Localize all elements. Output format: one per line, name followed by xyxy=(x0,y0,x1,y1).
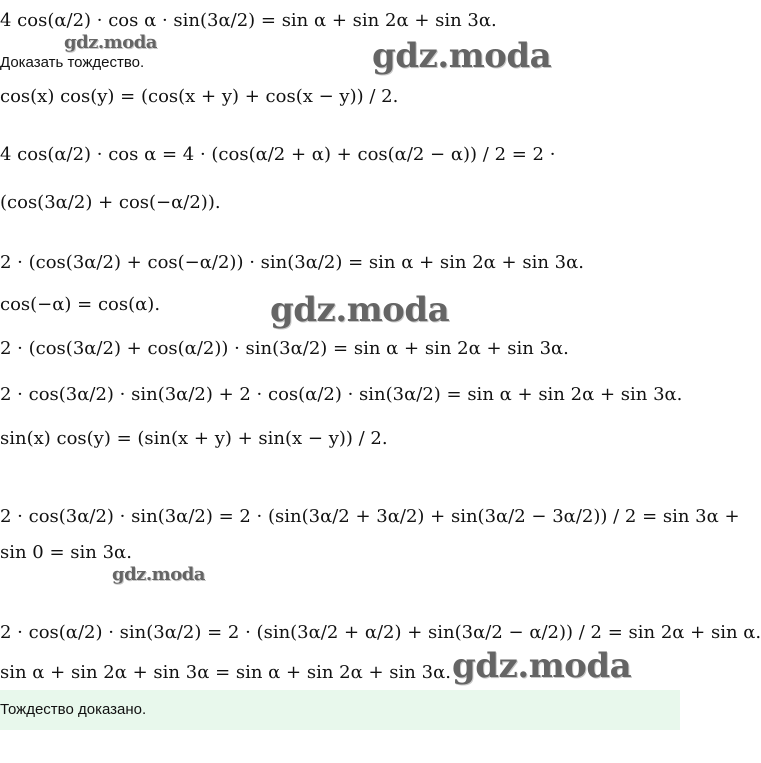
watermark: gdz.moda xyxy=(372,36,552,76)
formula-line: 2 · cos(3α/2) · sin(3α/2) + 2 · cos(α/2) · sin(3α/2) = sin α + sin 2α + sin 3α. xyxy=(0,384,683,405)
formula-line: 4 cos(α/2) · cos α = 4 · (cos(α/2 + α) + cos(α/2 − α)) / 2 = 2 · xyxy=(0,144,556,165)
formula-line: cos(−α) = cos(α). xyxy=(0,294,161,315)
watermark: gdz.moda xyxy=(270,290,450,330)
formula-line: 2 · cos(3α/2) · sin(3α/2) = 2 · (sin(3α/2 + 3α/2) + sin(3α/2 − 3α/2)) / 2 = sin 3α + xyxy=(0,506,740,527)
problem-statement: 4 cos(α/2) · cos α · sin(3α/2) = sin α + sin 2α + sin 3α. xyxy=(0,10,497,31)
watermark: gdz.moda xyxy=(64,32,157,53)
prove-label: Доказать тождество. xyxy=(0,54,145,71)
conclusion-box xyxy=(0,690,680,730)
formula-line: sin α + sin 2α + sin 3α = sin α + sin 2α + sin 3α. xyxy=(0,662,451,683)
formula-line: cos(x) cos(y) = (cos(x + y) + cos(x − y)) / 2. xyxy=(0,86,399,107)
formula-line: 2 · (cos(3α/2) + cos(−α/2)) · sin(3α/2) = sin α + sin 2α + sin 3α. xyxy=(0,252,584,273)
formula-line: 2 · (cos(3α/2) + cos(α/2)) · sin(3α/2) = sin α + sin 2α + sin 3α. xyxy=(0,338,569,359)
formula-line: sin 0 = sin 3α. xyxy=(0,542,132,563)
watermark: gdz.moda xyxy=(112,564,205,585)
formula-line: sin(x) cos(y) = (sin(x + y) + sin(x − y)) / 2. xyxy=(0,428,388,449)
watermark: gdz.moda xyxy=(452,646,632,686)
formula-line: 2 · cos(α/2) · sin(3α/2) = 2 · (sin(3α/2 + α/2) + sin(3α/2 − α/2)) / 2 = sin 2α + sin α. xyxy=(0,622,761,643)
conclusion-text: Тождество доказано. xyxy=(0,701,147,718)
formula-line: (cos(3α/2) + cos(−α/2)). xyxy=(0,192,221,213)
